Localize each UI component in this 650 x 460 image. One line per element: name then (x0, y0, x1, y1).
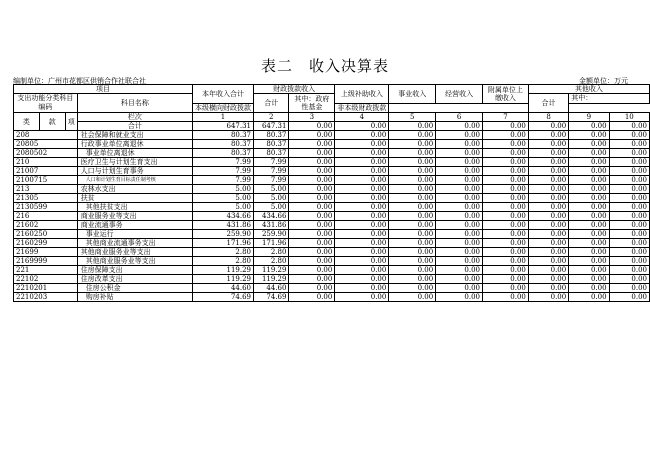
compiling-unit: 编制单位：广州市花都区供销合作社联合社 (13, 77, 146, 85)
row-value: 0.00 (483, 167, 529, 176)
header-col-order: 栏次 (77, 113, 192, 122)
row-value: 0.00 (569, 176, 609, 185)
row-code: 213 (14, 185, 78, 194)
row-value: 74.69 (192, 293, 253, 302)
row-value: 80.37 (192, 140, 253, 149)
row-value: 0.00 (528, 239, 568, 248)
row-value: 0.00 (609, 176, 649, 185)
table-row (14, 284, 650, 293)
row-value: 431.86 (192, 221, 253, 230)
row-value: 0.00 (609, 212, 649, 221)
row-code: 221 (14, 266, 78, 275)
row-value: 0.00 (528, 140, 568, 149)
row-subject-name: 其他扶贫支出 (77, 203, 192, 212)
table-row (14, 248, 650, 257)
row-value: 0.00 (289, 167, 335, 176)
row-value: 0.00 (389, 167, 436, 176)
row-subject-name: 其他商业服务业等支出 (77, 257, 192, 266)
table-row (14, 257, 650, 266)
row-value: 0.00 (569, 140, 609, 149)
row-value: 0.00 (528, 275, 568, 284)
row-value: 0.00 (569, 248, 609, 257)
row-value: 0.00 (389, 239, 436, 248)
row-value: 0.00 (335, 248, 389, 257)
header-business-income: 事业收入 (389, 85, 436, 104)
row-value: 5.00 (253, 194, 288, 203)
income-table (13, 84, 650, 302)
row-value: 0.00 (335, 158, 389, 167)
row-value: 5.00 (253, 185, 288, 194)
header-superior-subsidy: 上级补助收入 (335, 85, 389, 104)
header-fiscal-total: 合计 (253, 94, 288, 113)
row-value: 5.00 (192, 185, 253, 194)
row-value: 0.00 (609, 140, 649, 149)
row-value: 0.00 (483, 149, 529, 158)
header-xiang: 项 (65, 113, 77, 131)
row-value: 0.00 (609, 167, 649, 176)
row-value: 0.00 (389, 275, 436, 284)
row-value: 0.00 (528, 221, 568, 230)
row-value: 119.29 (192, 275, 253, 284)
row-value: 0.00 (389, 140, 436, 149)
header-other-sub1: 本级横向财政拨款 (192, 103, 253, 113)
row-value: 0.00 (335, 257, 389, 266)
col-num: 9 (569, 113, 609, 122)
row-value: 171.96 (253, 239, 288, 248)
row-value: 0.00 (335, 140, 389, 149)
row-value: 7.99 (192, 176, 253, 185)
summary-value: 0.00 (436, 122, 483, 131)
row-value: 0.00 (436, 203, 483, 212)
summary-value: 0.00 (483, 122, 529, 131)
row-value: 0.00 (483, 203, 529, 212)
table-row (14, 167, 650, 176)
row-value: 0.00 (609, 248, 649, 257)
row-value: 0.00 (335, 239, 389, 248)
row-value: 80.37 (192, 131, 253, 140)
row-value: 0.00 (483, 158, 529, 167)
row-value: 0.00 (483, 212, 529, 221)
row-code: 21699 (14, 248, 78, 257)
row-subject-name: 医疗卫生与计划生育支出 (77, 158, 192, 167)
row-value: 0.00 (569, 203, 609, 212)
row-value: 0.00 (609, 257, 649, 266)
table-row (14, 266, 650, 275)
row-value: 0.00 (609, 293, 649, 302)
row-value: 0.00 (569, 221, 609, 230)
row-subject-name: 购房补贴 (77, 293, 192, 302)
row-value: 0.00 (528, 212, 568, 221)
row-value: 0.00 (289, 194, 335, 203)
row-value: 0.00 (335, 275, 389, 284)
row-value: 0.00 (569, 293, 609, 302)
row-value: 0.00 (483, 194, 529, 203)
row-value: 0.00 (609, 284, 649, 293)
row-value: 0.00 (436, 149, 483, 158)
row-value: 434.66 (253, 212, 288, 221)
row-value: 0.00 (289, 185, 335, 194)
row-subject-name: 农林水支出 (77, 185, 192, 194)
row-value: 0.00 (335, 221, 389, 230)
row-value: 0.00 (609, 149, 649, 158)
table-row (14, 140, 650, 149)
row-value: 0.00 (569, 185, 609, 194)
row-value: 119.29 (253, 266, 288, 275)
summary-value: 647.31 (253, 122, 288, 131)
col-num: 1 (192, 113, 253, 122)
table-row (14, 275, 650, 284)
row-value: 0.00 (528, 158, 568, 167)
row-value: 0.00 (483, 275, 529, 284)
col-num: 2 (253, 113, 288, 122)
row-value: 0.00 (389, 221, 436, 230)
amount-unit: 金额单位：万元 (579, 77, 628, 85)
header-other: 其他收入 (528, 85, 649, 94)
row-value: 0.00 (483, 221, 529, 230)
row-value: 0.00 (436, 158, 483, 167)
row-value: 0.00 (436, 194, 483, 203)
summary-value: 0.00 (609, 122, 649, 131)
row-code: 210 (14, 158, 78, 167)
table-row (14, 221, 650, 230)
row-value: 0.00 (389, 185, 436, 194)
summary-row (14, 122, 650, 131)
row-value: 0.00 (528, 131, 568, 140)
row-code: 2080502 (14, 149, 78, 158)
row-value: 2.80 (253, 257, 288, 266)
row-value: 0.00 (335, 230, 389, 239)
summary-value: 647.31 (192, 122, 253, 131)
header-other-of-which: 其中： (569, 94, 650, 104)
row-value: 0.00 (436, 176, 483, 185)
row-value: 0.00 (609, 275, 649, 284)
row-code: 22102 (14, 275, 78, 284)
row-value: 0.00 (528, 194, 568, 203)
row-value: 0.00 (436, 230, 483, 239)
summary-value: 0.00 (335, 122, 389, 131)
row-value: 0.00 (528, 266, 568, 275)
row-value: 0.00 (528, 167, 568, 176)
row-value: 0.00 (289, 275, 335, 284)
row-value: 0.00 (389, 212, 436, 221)
row-value: 0.00 (436, 221, 483, 230)
row-value: 0.00 (528, 257, 568, 266)
row-value: 259.90 (253, 230, 288, 239)
header-lei: 类 (14, 113, 40, 131)
row-subject-name: 住房保障支出 (77, 266, 192, 275)
col-num: 4 (335, 113, 389, 122)
row-code: 2210203 (14, 293, 78, 302)
row-value: 0.00 (389, 284, 436, 293)
row-subject-name: 其他商业服务业等支出 (77, 248, 192, 257)
summary-value: 0.00 (569, 122, 609, 131)
row-value: 0.00 (436, 131, 483, 140)
row-value: 0.00 (528, 185, 568, 194)
row-value: 0.00 (609, 158, 649, 167)
row-value: 0.00 (609, 221, 649, 230)
row-value: 0.00 (335, 203, 389, 212)
row-value: 119.29 (253, 275, 288, 284)
col-num: 8 (528, 113, 568, 122)
row-subject-name: 商业服务业等支出 (77, 212, 192, 221)
row-code: 21602 (14, 221, 78, 230)
header-gov-fund: 其中：政府性基金 (289, 94, 335, 113)
row-value: 5.00 (192, 194, 253, 203)
row-value: 0.00 (289, 131, 335, 140)
row-value: 0.00 (289, 230, 335, 239)
row-value: 0.00 (335, 176, 389, 185)
table-row (14, 149, 650, 158)
row-value: 2.80 (253, 248, 288, 257)
row-value: 0.00 (569, 275, 609, 284)
col-num: 10 (609, 113, 649, 122)
row-value: 0.00 (289, 293, 335, 302)
table-row (14, 203, 650, 212)
row-value: 0.00 (528, 203, 568, 212)
row-value: 0.00 (436, 266, 483, 275)
row-subject-name: 扶贫 (77, 194, 192, 203)
row-value: 0.00 (609, 194, 649, 203)
row-value: 0.00 (389, 203, 436, 212)
row-subject-name: 人口和计划生育目标责任制考核 (77, 176, 192, 185)
row-value: 74.69 (253, 293, 288, 302)
row-value: 0.00 (289, 176, 335, 185)
row-value: 0.00 (335, 167, 389, 176)
row-value: 0.00 (335, 266, 389, 275)
row-code: 2130599 (14, 203, 78, 212)
row-value: 5.00 (192, 203, 253, 212)
summary-value: 0.00 (289, 122, 335, 131)
row-value: 0.00 (289, 257, 335, 266)
header-item: 项目 (14, 85, 193, 94)
row-value: 80.37 (253, 149, 288, 158)
row-value: 0.00 (609, 266, 649, 275)
row-value: 0.00 (609, 239, 649, 248)
col-num: 6 (436, 113, 483, 122)
row-value: 80.37 (253, 140, 288, 149)
row-value: 7.99 (253, 176, 288, 185)
row-value: 0.00 (569, 239, 609, 248)
row-value: 0.00 (483, 248, 529, 257)
row-value: 0.00 (569, 167, 609, 176)
row-value: 0.00 (289, 203, 335, 212)
row-value: 44.60 (192, 284, 253, 293)
summary-value: 0.00 (389, 122, 436, 131)
row-code: 2210201 (14, 284, 78, 293)
row-value: 119.29 (192, 266, 253, 275)
row-value: 0.00 (289, 284, 335, 293)
row-code: 21007 (14, 167, 78, 176)
row-value: 0.00 (569, 212, 609, 221)
header-kuan: 款 (39, 113, 65, 131)
row-value: 80.37 (192, 149, 253, 158)
row-value: 259.90 (192, 230, 253, 239)
row-value: 0.00 (483, 293, 529, 302)
header-other-total: 合计 (528, 94, 568, 113)
row-value: 0.00 (389, 131, 436, 140)
row-value: 431.86 (253, 221, 288, 230)
header-subject: 科目名称 (77, 94, 192, 113)
row-value: 0.00 (483, 284, 529, 293)
summary-label: 合计 (77, 122, 192, 131)
row-value: 0.00 (389, 158, 436, 167)
row-value: 0.00 (436, 185, 483, 194)
row-value: 0.00 (609, 230, 649, 239)
row-code: 21305 (14, 194, 78, 203)
row-value: 0.00 (483, 239, 529, 248)
col-num: 5 (389, 113, 436, 122)
row-value: 0.00 (609, 131, 649, 140)
header-attached-units: 附属单位上缴收入 (483, 85, 529, 104)
row-subject-name: 商业流通事务 (77, 221, 192, 230)
table-row (14, 239, 650, 248)
row-value: 0.00 (289, 248, 335, 257)
row-value: 0.00 (289, 266, 335, 275)
row-value: 0.00 (528, 149, 568, 158)
row-value: 0.00 (436, 212, 483, 221)
row-value: 2.80 (192, 248, 253, 257)
header-year-total: 本年收入合计 (192, 85, 253, 104)
row-value: 7.99 (192, 167, 253, 176)
row-value: 0.00 (436, 293, 483, 302)
row-value: 0.00 (289, 221, 335, 230)
row-value: 0.00 (569, 194, 609, 203)
row-value: 0.00 (528, 284, 568, 293)
row-value: 0.00 (289, 212, 335, 221)
row-value: 0.00 (569, 131, 609, 140)
summary-value: 0.00 (528, 122, 568, 131)
header-other-sub2: 非本级财政拨款 (335, 103, 389, 113)
row-value: 0.00 (569, 266, 609, 275)
header-operating-income: 经营收入 (436, 85, 483, 104)
table-row (14, 212, 650, 221)
header-func-code: 支出功能分类科目编码 (14, 94, 78, 113)
row-value: 0.00 (389, 257, 436, 266)
row-value: 0.00 (528, 176, 568, 185)
row-subject-name: 住房改革支出 (77, 275, 192, 284)
row-value: 7.99 (192, 158, 253, 167)
col-num: 3 (289, 113, 335, 122)
row-code: 216 (14, 212, 78, 221)
col-num: 7 (483, 113, 529, 122)
row-value: 0.00 (483, 131, 529, 140)
row-value: 0.00 (483, 257, 529, 266)
row-value: 0.00 (483, 140, 529, 149)
row-value: 0.00 (436, 167, 483, 176)
row-value: 0.00 (389, 248, 436, 257)
row-value: 0.00 (436, 257, 483, 266)
row-value: 0.00 (483, 266, 529, 275)
row-value: 0.00 (389, 194, 436, 203)
row-value: 2.80 (192, 257, 253, 266)
row-value: 0.00 (335, 284, 389, 293)
row-code: 2169999 (14, 257, 78, 266)
row-subject-name: 事业运行 (77, 230, 192, 239)
row-value: 0.00 (289, 158, 335, 167)
row-code: 20805 (14, 140, 78, 149)
row-subject-name: 其他商业流通事务支出 (77, 239, 192, 248)
row-value: 0.00 (569, 284, 609, 293)
row-value: 0.00 (483, 230, 529, 239)
row-value: 0.00 (335, 194, 389, 203)
row-value: 0.00 (569, 149, 609, 158)
table-row (14, 131, 650, 140)
row-value: 0.00 (289, 239, 335, 248)
row-code: 2100715 (14, 176, 78, 185)
row-value: 0.00 (528, 230, 568, 239)
row-value: 0.00 (335, 212, 389, 221)
row-value: 7.99 (253, 158, 288, 167)
row-value: 0.00 (389, 176, 436, 185)
row-value: 0.00 (569, 158, 609, 167)
row-subject-name: 社会保障和就业支出 (77, 131, 192, 140)
row-value: 0.00 (335, 149, 389, 158)
row-code: 208 (14, 131, 78, 140)
table-row (14, 185, 650, 194)
header-fiscal: 财政拨款收入 (253, 85, 334, 94)
row-value: 0.00 (609, 203, 649, 212)
row-value: 44.60 (253, 284, 288, 293)
row-value: 0.00 (289, 140, 335, 149)
row-value: 5.00 (253, 203, 288, 212)
row-subject-name: 行政事业单位离退休 (77, 140, 192, 149)
row-value: 0.00 (389, 149, 436, 158)
row-value: 0.00 (289, 149, 335, 158)
row-value: 80.37 (253, 131, 288, 140)
row-code: 2160250 (14, 230, 78, 239)
row-value: 0.00 (436, 275, 483, 284)
row-value: 434.66 (192, 212, 253, 221)
row-subject-name: 事业单位离退休 (77, 149, 192, 158)
row-value: 0.00 (436, 284, 483, 293)
table-row (14, 230, 650, 239)
row-value: 0.00 (528, 248, 568, 257)
row-value: 0.00 (335, 293, 389, 302)
row-value: 0.00 (389, 230, 436, 239)
row-value: 0.00 (389, 266, 436, 275)
table-row (14, 293, 650, 302)
row-value: 171.96 (192, 239, 253, 248)
row-code: 2160299 (14, 239, 78, 248)
row-value: 0.00 (436, 140, 483, 149)
table-row (14, 158, 650, 167)
row-value: 0.00 (569, 257, 609, 266)
row-value: 0.00 (528, 293, 568, 302)
row-value: 0.00 (335, 131, 389, 140)
row-value: 0.00 (483, 176, 529, 185)
row-value: 0.00 (609, 185, 649, 194)
row-value: 0.00 (436, 248, 483, 257)
row-value: 0.00 (335, 185, 389, 194)
row-subject-name: 住房公积金 (77, 284, 192, 293)
row-value: 0.00 (569, 230, 609, 239)
table-row (14, 194, 650, 203)
row-value: 0.00 (389, 293, 436, 302)
row-value: 0.00 (436, 239, 483, 248)
row-subject-name: 人口与计划生育事务 (77, 167, 192, 176)
table-row (14, 176, 650, 185)
page-title: 表二 收入决算表 (260, 57, 389, 75)
row-value: 0.00 (483, 185, 529, 194)
row-value: 7.99 (253, 167, 288, 176)
